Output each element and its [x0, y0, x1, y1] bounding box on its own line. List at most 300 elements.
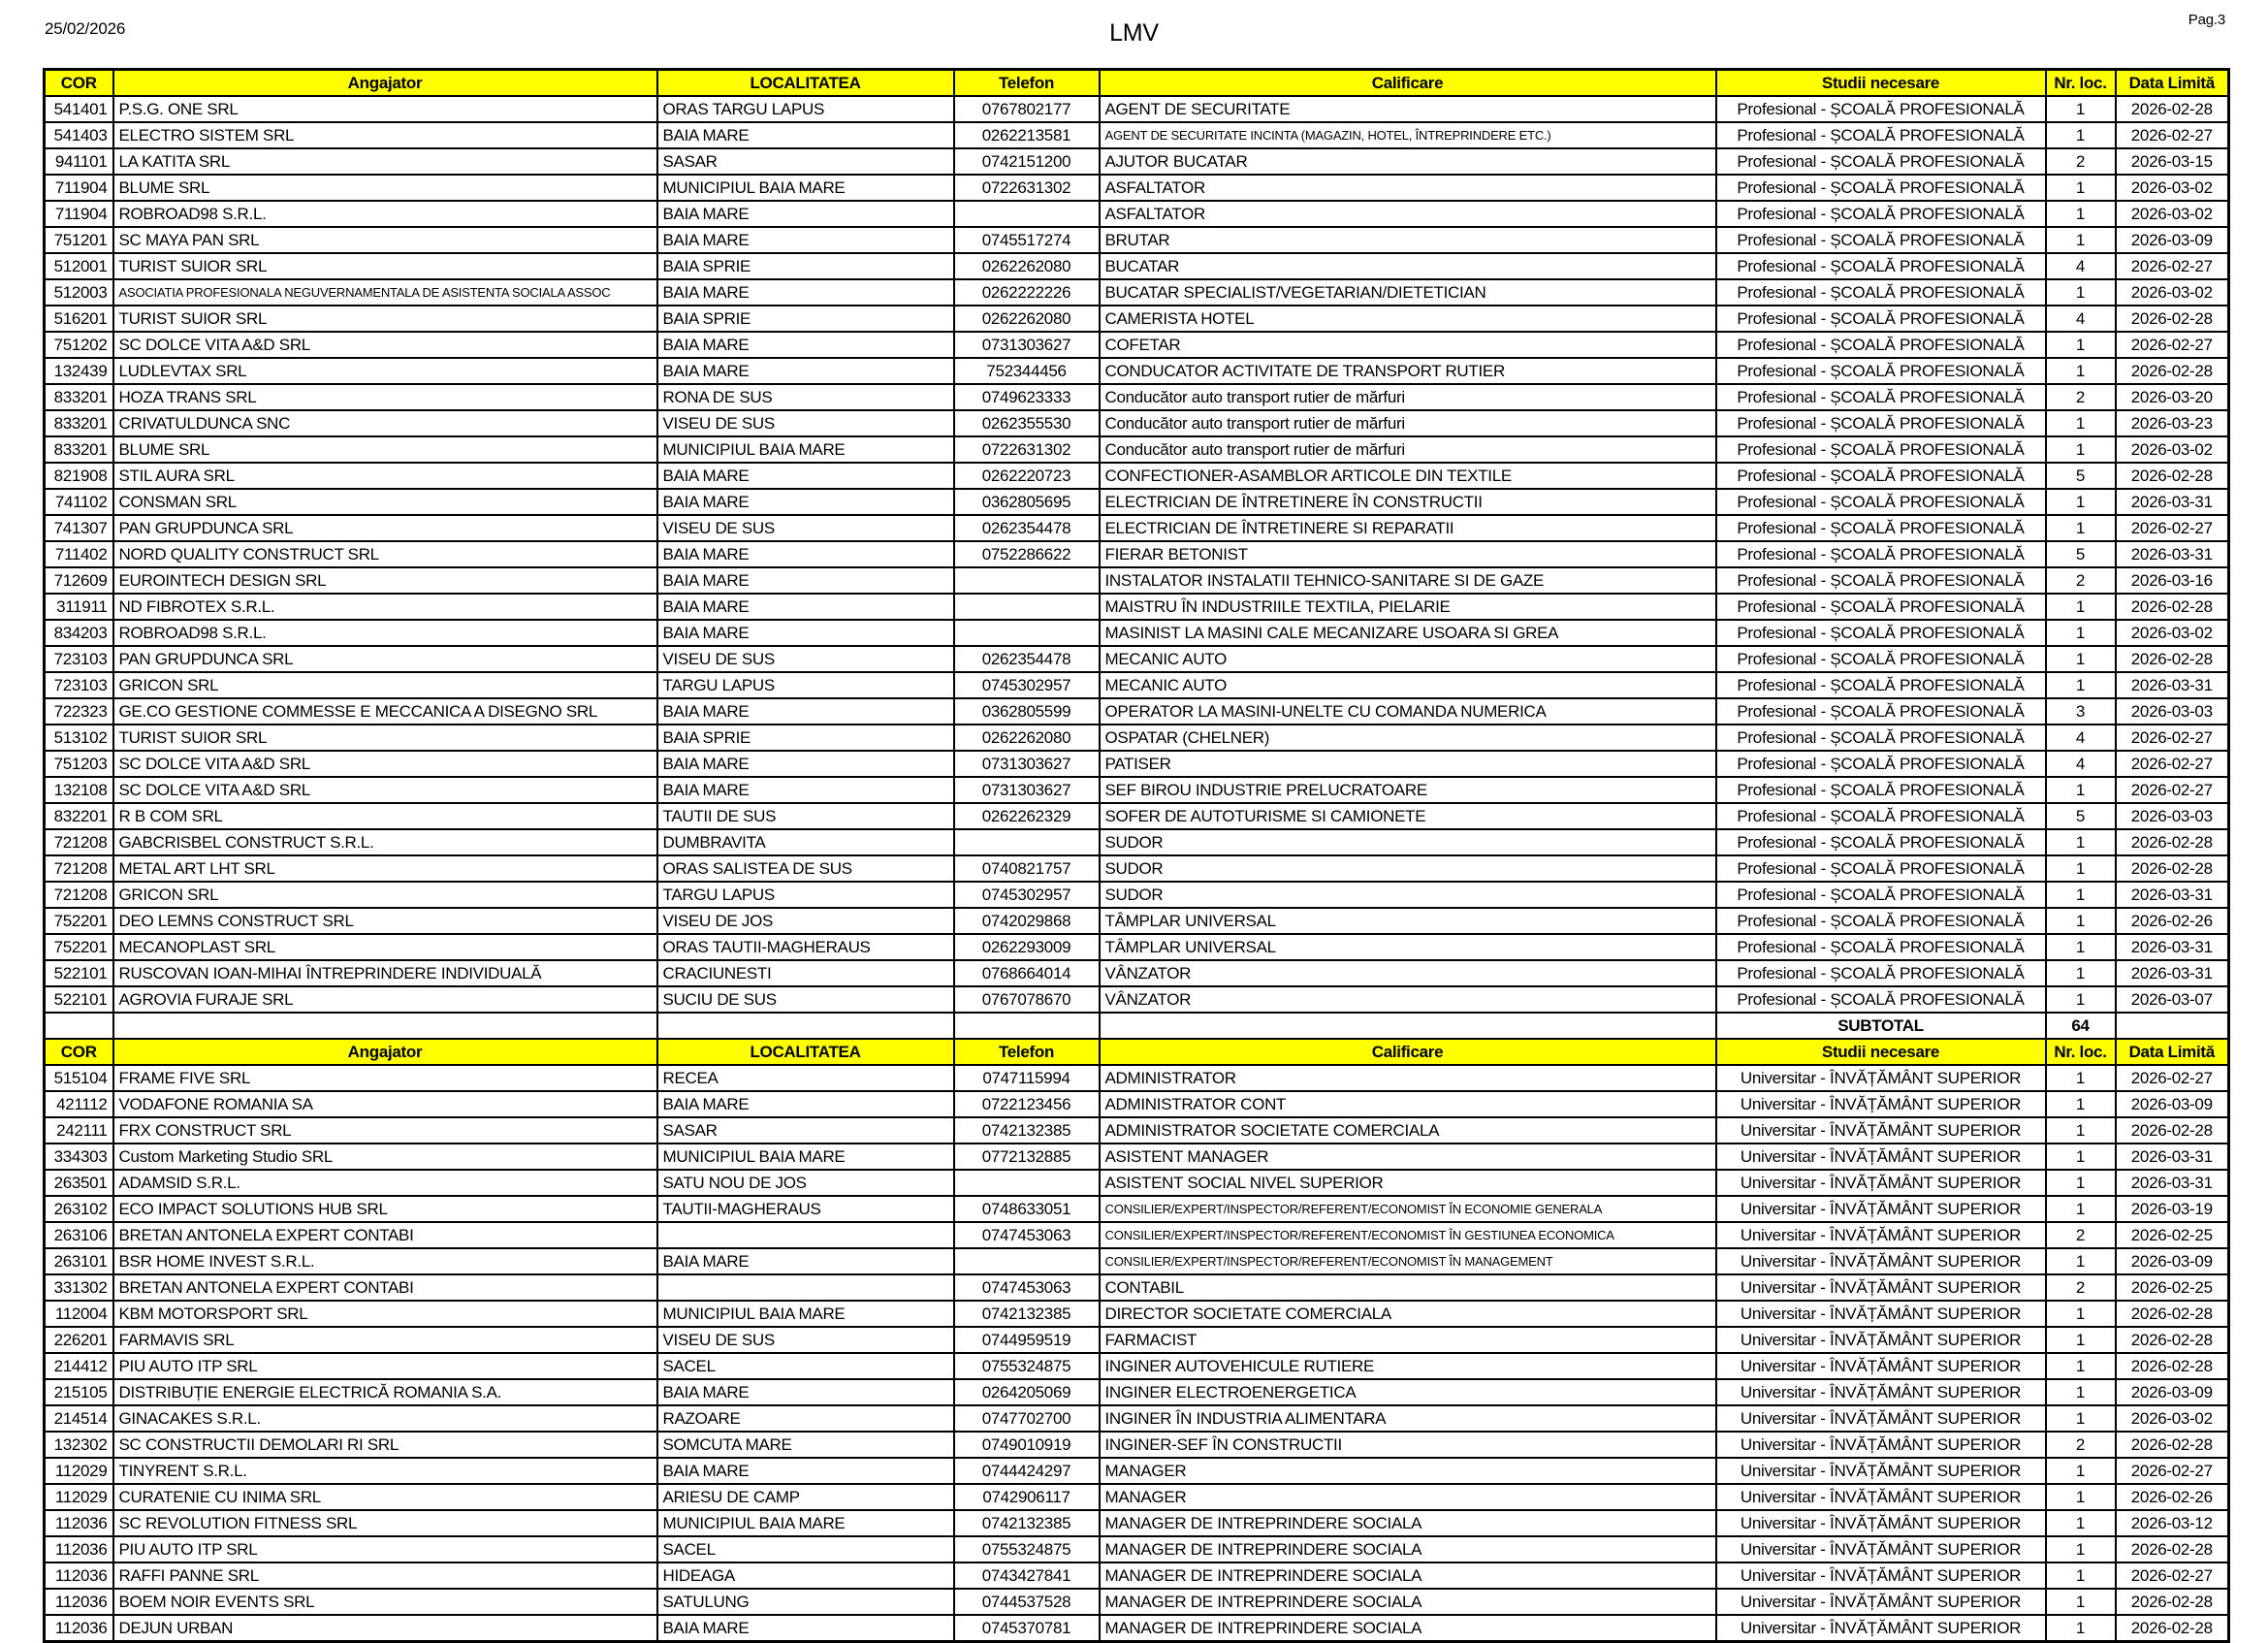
- cell-nr-loc: 1: [2046, 436, 2116, 463]
- cell-angajator: GRICON SRL: [113, 882, 657, 908]
- table-row: [45, 1274, 2229, 1301]
- cell-localitatea: VISEU DE SUS: [657, 1327, 954, 1353]
- cell-localitatea: TAUTII DE SUS: [657, 803, 954, 829]
- cell-telefon: 0772132885: [954, 1144, 1100, 1170]
- cell-calificare: MECANIC AUTO: [1100, 646, 1716, 672]
- cell-studii: Universitar - ÎNVĂȚĂMÂNT SUPERIOR: [1716, 1589, 2046, 1615]
- cell-angajator: Custom Marketing Studio SRL: [113, 1144, 657, 1170]
- cell-calificare: ASISTENT MANAGER: [1100, 1144, 1716, 1170]
- cell-cor: 711904: [45, 201, 113, 227]
- cell-calificare: FARMACIST: [1100, 1327, 1716, 1353]
- cell-cor: 723103: [45, 646, 113, 672]
- cell-nr-loc: 1: [2046, 646, 2116, 672]
- cell-angajator: MECANOPLAST SRL: [113, 934, 657, 960]
- cell-cor: 723103: [45, 672, 113, 698]
- cell-nr-loc: 5: [2046, 463, 2116, 489]
- cell-angajator: TURIST SUIOR SRL: [113, 725, 657, 751]
- table-row: [45, 253, 2229, 279]
- cell-angajator: LA KATITA SRL: [113, 148, 657, 175]
- cell-data-limita: 2026-02-27: [2116, 1562, 2229, 1589]
- cell-localitatea: BAIA MARE: [657, 489, 954, 515]
- cell-studii: Profesional - ȘCOALĂ PROFESIONALĂ: [1716, 358, 2046, 384]
- cell-telefon: 0742029868: [954, 908, 1100, 934]
- cell-angajator: FRX CONSTRUCT SRL: [113, 1117, 657, 1144]
- cell-localitatea: BAIA MARE: [657, 620, 954, 646]
- column-header-telefon: Telefon: [954, 70, 1100, 97]
- cell-telefon: 0362805599: [954, 698, 1100, 725]
- cell-nr-loc: 1: [2046, 332, 2116, 358]
- table-row: [45, 960, 2229, 986]
- cell-studii: Profesional - ȘCOALĂ PROFESIONALĂ: [1716, 567, 2046, 594]
- cell-telefon: 0262262329: [954, 803, 1100, 829]
- cell-cor: 832201: [45, 803, 113, 829]
- cell-angajator: BOEM NOIR EVENTS SRL: [113, 1589, 657, 1615]
- cell-angajator: BRETAN ANTONELA EXPERT CONTABI: [113, 1222, 657, 1248]
- cell-studii: Profesional - ȘCOALĂ PROFESIONALĂ: [1716, 227, 2046, 253]
- table-row: [45, 410, 2229, 436]
- subtotal-empty-cell: [954, 1013, 1100, 1039]
- cell-calificare: ASFALTATOR: [1100, 201, 1716, 227]
- cell-calificare: ASFALTATOR: [1100, 175, 1716, 201]
- cell-angajator: STIL AURA SRL: [113, 463, 657, 489]
- cell-localitatea: RECEA: [657, 1065, 954, 1091]
- cell-angajator: FRAME FIVE SRL: [113, 1065, 657, 1091]
- table-row: [45, 829, 2229, 855]
- table-row: [45, 1615, 2229, 1642]
- cell-localitatea: ORAS SALISTEA DE SUS: [657, 855, 954, 882]
- cell-studii: Profesional - ȘCOALĂ PROFESIONALĂ: [1716, 960, 2046, 986]
- cell-localitatea: SUCIU DE SUS: [657, 986, 954, 1013]
- cell-studii: Universitar - ÎNVĂȚĂMÂNT SUPERIOR: [1716, 1196, 2046, 1222]
- cell-calificare: MANAGER DE INTREPRINDERE SOCIALA: [1100, 1589, 1716, 1615]
- cell-cor: 541401: [45, 96, 113, 122]
- cell-nr-loc: 1: [2046, 934, 2116, 960]
- table-row: [45, 803, 2229, 829]
- cell-studii: Universitar - ÎNVĂȚĂMÂNT SUPERIOR: [1716, 1615, 2046, 1642]
- cell-localitatea: SATU NOU DE JOS: [657, 1170, 954, 1196]
- cell-localitatea: BAIA MARE: [657, 1458, 954, 1484]
- cell-calificare: COFETAR: [1100, 332, 1716, 358]
- column-header-nr-loc: Nr. loc.: [2046, 1039, 2116, 1065]
- subtotal-empty-cell: [2116, 1013, 2229, 1039]
- cell-cor: 112036: [45, 1510, 113, 1536]
- cell-studii: Profesional - ȘCOALĂ PROFESIONALĂ: [1716, 489, 2046, 515]
- cell-calificare: MAISTRU ÎN INDUSTRIILE TEXTILA, PIELARIE: [1100, 594, 1716, 620]
- cell-nr-loc: 1: [2046, 1562, 2116, 1589]
- cell-localitatea: BAIA MARE: [657, 201, 954, 227]
- cell-telefon: 0744959519: [954, 1327, 1100, 1353]
- cell-studii: Universitar - ÎNVĂȚĂMÂNT SUPERIOR: [1716, 1170, 2046, 1196]
- cell-studii: Profesional - ȘCOALĂ PROFESIONALĂ: [1716, 201, 2046, 227]
- table-row: [45, 1144, 2229, 1170]
- cell-cor: 214412: [45, 1353, 113, 1379]
- cell-cor: 512003: [45, 279, 113, 306]
- cell-studii: Universitar - ÎNVĂȚĂMÂNT SUPERIOR: [1716, 1353, 2046, 1379]
- cell-data-limita: 2026-03-09: [2116, 1379, 2229, 1405]
- cell-studii: Profesional - ȘCOALĂ PROFESIONALĂ: [1716, 777, 2046, 803]
- cell-telefon: 0262354478: [954, 646, 1100, 672]
- header-row: [45, 1039, 2229, 1065]
- cell-calificare: CONSILIER/EXPERT/INSPECTOR/REFERENT/ECONOMIST ÎN MANAGEMENT: [1100, 1248, 1716, 1274]
- cell-nr-loc: 1: [2046, 1144, 2116, 1170]
- cell-calificare: MANAGER: [1100, 1484, 1716, 1510]
- cell-calificare: INGINER-SEF ÎN CONSTRUCTII: [1100, 1432, 1716, 1458]
- table-row: [45, 1432, 2229, 1458]
- cell-localitatea: VISEU DE JOS: [657, 908, 954, 934]
- cell-calificare: TÂMPLAR UNIVERSAL: [1100, 908, 1716, 934]
- cell-angajator: AGROVIA FURAJE SRL: [113, 986, 657, 1013]
- cell-localitatea: MUNICIPIUL BAIA MARE: [657, 1144, 954, 1170]
- cell-angajator: FARMAVIS SRL: [113, 1327, 657, 1353]
- cell-data-limita: 2026-02-28: [2116, 1117, 2229, 1144]
- cell-angajator: DISTRIBUȚIE ENERGIE ELECTRICĂ ROMANIA S.A.: [113, 1379, 657, 1405]
- cell-angajator: BLUME SRL: [113, 436, 657, 463]
- cell-cor: 941101: [45, 148, 113, 175]
- cell-studii: Universitar - ÎNVĂȚĂMÂNT SUPERIOR: [1716, 1536, 2046, 1562]
- cell-data-limita: 2026-03-31: [2116, 1144, 2229, 1170]
- cell-nr-loc: 1: [2046, 1458, 2116, 1484]
- cell-localitatea: [657, 1222, 954, 1248]
- cell-localitatea: BAIA MARE: [657, 463, 954, 489]
- cell-localitatea: BAIA MARE: [657, 751, 954, 777]
- table-row: [45, 882, 2229, 908]
- cell-calificare: SUDOR: [1100, 829, 1716, 855]
- cell-data-limita: 2026-03-31: [2116, 934, 2229, 960]
- cell-data-limita: 2026-02-28: [2116, 358, 2229, 384]
- column-header-calificare: Calificare: [1100, 70, 1716, 97]
- table-row: [45, 489, 2229, 515]
- cell-cor: 721208: [45, 855, 113, 882]
- cell-calificare: BRUTAR: [1100, 227, 1716, 253]
- cell-localitatea: BAIA MARE: [657, 1091, 954, 1117]
- cell-nr-loc: 1: [2046, 777, 2116, 803]
- page-title: LMV: [1109, 19, 1159, 47]
- cell-studii: Profesional - ȘCOALĂ PROFESIONALĂ: [1716, 96, 2046, 122]
- cell-data-limita: 2026-02-28: [2116, 1615, 2229, 1642]
- cell-angajator: ROBROAD98 S.R.L.: [113, 620, 657, 646]
- table-row: [45, 1091, 2229, 1117]
- cell-nr-loc: 1: [2046, 279, 2116, 306]
- cell-cor: 214514: [45, 1405, 113, 1432]
- cell-data-limita: 2026-02-28: [2116, 829, 2229, 855]
- cell-studii: Profesional - ȘCOALĂ PROFESIONALĂ: [1716, 620, 2046, 646]
- cell-data-limita: 2026-02-28: [2116, 306, 2229, 332]
- vacancy-table: [43, 68, 2230, 1643]
- cell-localitatea: RONA DE SUS: [657, 384, 954, 410]
- cell-data-limita: 2026-03-31: [2116, 1170, 2229, 1196]
- cell-studii: Universitar - ÎNVĂȚĂMÂNT SUPERIOR: [1716, 1065, 2046, 1091]
- cell-telefon: 0362805695: [954, 489, 1100, 515]
- cell-nr-loc: 2: [2046, 1432, 2116, 1458]
- cell-cor: 112036: [45, 1536, 113, 1562]
- cell-data-limita: 2026-02-26: [2116, 908, 2229, 934]
- cell-data-limita: 2026-02-28: [2116, 96, 2229, 122]
- cell-cor: 112036: [45, 1589, 113, 1615]
- cell-calificare: MANAGER DE INTREPRINDERE SOCIALA: [1100, 1510, 1716, 1536]
- cell-cor: 215105: [45, 1379, 113, 1405]
- cell-angajator: BRETAN ANTONELA EXPERT CONTABI: [113, 1274, 657, 1301]
- cell-cor: 112029: [45, 1458, 113, 1484]
- column-header-calificare: Calificare: [1100, 1039, 1716, 1065]
- cell-cor: 721208: [45, 882, 113, 908]
- cell-calificare: MANAGER DE INTREPRINDERE SOCIALA: [1100, 1536, 1716, 1562]
- cell-telefon: 0742132385: [954, 1510, 1100, 1536]
- cell-cor: 522101: [45, 986, 113, 1013]
- cell-localitatea: BAIA MARE: [657, 122, 954, 148]
- column-header-angajator: Angajator: [113, 1039, 657, 1065]
- table-row: [45, 1117, 2229, 1144]
- cell-angajator: SC CONSTRUCTII DEMOLARI RI SRL: [113, 1432, 657, 1458]
- cell-localitatea: MUNICIPIUL BAIA MARE: [657, 436, 954, 463]
- table-row: [45, 1458, 2229, 1484]
- table-row: [45, 1510, 2229, 1536]
- cell-data-limita: 2026-02-28: [2116, 463, 2229, 489]
- table-row: [45, 567, 2229, 594]
- cell-nr-loc: 1: [2046, 1248, 2116, 1274]
- cell-cor: 751203: [45, 751, 113, 777]
- cell-data-limita: 2026-02-28: [2116, 1589, 2229, 1615]
- cell-localitatea: MUNICIPIUL BAIA MARE: [657, 1301, 954, 1327]
- cell-telefon: 0742132385: [954, 1117, 1100, 1144]
- subtotal-row: [45, 1013, 2229, 1039]
- cell-calificare: MASINIST LA MASINI CALE MECANIZARE USOARA SI GREA: [1100, 620, 1716, 646]
- cell-cor: 512001: [45, 253, 113, 279]
- cell-nr-loc: 2: [2046, 1274, 2116, 1301]
- subtotal-empty-cell: [657, 1013, 954, 1039]
- cell-telefon: 0262213581: [954, 122, 1100, 148]
- table-row: [45, 279, 2229, 306]
- cell-studii: Universitar - ÎNVĂȚĂMÂNT SUPERIOR: [1716, 1274, 2046, 1301]
- cell-nr-loc: 1: [2046, 594, 2116, 620]
- cell-nr-loc: 1: [2046, 1170, 2116, 1196]
- cell-telefon: 0748633051: [954, 1196, 1100, 1222]
- cell-data-limita: 2026-02-27: [2116, 1065, 2229, 1091]
- cell-calificare: ASISTENT SOCIAL NIVEL SUPERIOR: [1100, 1170, 1716, 1196]
- cell-telefon: [954, 620, 1100, 646]
- cell-nr-loc: 5: [2046, 803, 2116, 829]
- table-row: [45, 96, 2229, 122]
- cell-telefon: 0768664014: [954, 960, 1100, 986]
- cell-telefon: 0749623333: [954, 384, 1100, 410]
- column-header-data-limita: Data Limită: [2116, 70, 2229, 97]
- cell-data-limita: 2026-02-28: [2116, 1327, 2229, 1353]
- cell-calificare: BUCATAR: [1100, 253, 1716, 279]
- cell-studii: Profesional - ȘCOALĂ PROFESIONALĂ: [1716, 541, 2046, 567]
- cell-angajator: ECO IMPACT SOLUTIONS HUB SRL: [113, 1196, 657, 1222]
- cell-telefon: [954, 567, 1100, 594]
- cell-data-limita: 2026-03-03: [2116, 803, 2229, 829]
- cell-data-limita: 2026-02-27: [2116, 515, 2229, 541]
- cell-angajator: EUROINTECH DESIGN SRL: [113, 567, 657, 594]
- cell-calificare: VÂNZATOR: [1100, 960, 1716, 986]
- table-row: [45, 934, 2229, 960]
- cell-data-limita: 2026-03-15: [2116, 148, 2229, 175]
- cell-nr-loc: 1: [2046, 960, 2116, 986]
- cell-nr-loc: 1: [2046, 1353, 2116, 1379]
- cell-nr-loc: 1: [2046, 515, 2116, 541]
- cell-cor: 752201: [45, 934, 113, 960]
- cell-calificare: CONDUCATOR ACTIVITATE DE TRANSPORT RUTIER: [1100, 358, 1716, 384]
- cell-nr-loc: 5: [2046, 541, 2116, 567]
- cell-angajator: PIU AUTO ITP SRL: [113, 1353, 657, 1379]
- table-row: [45, 908, 2229, 934]
- cell-angajator: VODAFONE ROMANIA SA: [113, 1091, 657, 1117]
- cell-cor: 752201: [45, 908, 113, 934]
- cell-calificare: DIRECTOR SOCIETATE COMERCIALA: [1100, 1301, 1716, 1327]
- cell-localitatea: CRACIUNESTI: [657, 960, 954, 986]
- subtotal-empty-cell: [113, 1013, 657, 1039]
- cell-telefon: 752344456: [954, 358, 1100, 384]
- cell-data-limita: 2026-03-16: [2116, 567, 2229, 594]
- cell-cor: 334303: [45, 1144, 113, 1170]
- cell-studii: Profesional - ȘCOALĂ PROFESIONALĂ: [1716, 934, 2046, 960]
- column-header-localitatea: LOCALITATEA: [657, 1039, 954, 1065]
- cell-cor: 132108: [45, 777, 113, 803]
- table-row: [45, 725, 2229, 751]
- cell-nr-loc: 1: [2046, 1379, 2116, 1405]
- cell-data-limita: 2026-02-27: [2116, 253, 2229, 279]
- cell-calificare: INGINER AUTOVEHICULE RUTIERE: [1100, 1353, 1716, 1379]
- cell-nr-loc: 2: [2046, 148, 2116, 175]
- document-date: 25/02/2026: [45, 19, 126, 38]
- cell-data-limita: 2026-03-31: [2116, 541, 2229, 567]
- table-row: [45, 148, 2229, 175]
- cell-data-limita: 2026-03-19: [2116, 1196, 2229, 1222]
- cell-localitatea: TARGU LAPUS: [657, 882, 954, 908]
- cell-telefon: [954, 594, 1100, 620]
- cell-localitatea: VISEU DE SUS: [657, 646, 954, 672]
- cell-telefon: 0745370781: [954, 1615, 1100, 1642]
- cell-telefon: 0742906117: [954, 1484, 1100, 1510]
- cell-data-limita: 2026-03-02: [2116, 201, 2229, 227]
- cell-nr-loc: 1: [2046, 227, 2116, 253]
- cell-data-limita: 2026-02-27: [2116, 777, 2229, 803]
- cell-data-limita: 2026-03-02: [2116, 436, 2229, 463]
- cell-telefon: 0262222226: [954, 279, 1100, 306]
- cell-nr-loc: 1: [2046, 1589, 2116, 1615]
- cell-cor: 821908: [45, 463, 113, 489]
- cell-calificare: MANAGER: [1100, 1458, 1716, 1484]
- cell-angajator: SC DOLCE VITA A&D SRL: [113, 332, 657, 358]
- cell-calificare: MANAGER DE INTREPRINDERE SOCIALA: [1100, 1615, 1716, 1642]
- cell-nr-loc: 2: [2046, 1222, 2116, 1248]
- table-row: [45, 463, 2229, 489]
- cell-telefon: 0722631302: [954, 436, 1100, 463]
- cell-localitatea: BAIA MARE: [657, 594, 954, 620]
- cell-angajator: SC MAYA PAN SRL: [113, 227, 657, 253]
- table-row: [45, 122, 2229, 148]
- cell-data-limita: 2026-03-31: [2116, 882, 2229, 908]
- cell-localitatea: [657, 1274, 954, 1301]
- table-row: [45, 1065, 2229, 1091]
- cell-localitatea: BAIA MARE: [657, 777, 954, 803]
- cell-data-limita: 2026-02-27: [2116, 751, 2229, 777]
- cell-calificare: ELECTRICIAN DE ÎNTRETINERE SI REPARATII: [1100, 515, 1716, 541]
- cell-studii: Universitar - ÎNVĂȚĂMÂNT SUPERIOR: [1716, 1379, 2046, 1405]
- cell-data-limita: 2026-03-12: [2116, 1510, 2229, 1536]
- cell-cor: 263501: [45, 1170, 113, 1196]
- cell-studii: Universitar - ÎNVĂȚĂMÂNT SUPERIOR: [1716, 1301, 2046, 1327]
- cell-angajator: GINACAKES S.R.L.: [113, 1405, 657, 1432]
- cell-angajator: GRICON SRL: [113, 672, 657, 698]
- cell-studii: Profesional - ȘCOALĂ PROFESIONALĂ: [1716, 175, 2046, 201]
- cell-localitatea: BAIA MARE: [657, 227, 954, 253]
- cell-studii: Universitar - ÎNVĂȚĂMÂNT SUPERIOR: [1716, 1117, 2046, 1144]
- cell-cor: 132439: [45, 358, 113, 384]
- cell-angajator: RAFFI PANNE SRL: [113, 1562, 657, 1589]
- cell-cor: 541403: [45, 122, 113, 148]
- cell-data-limita: 2026-02-28: [2116, 1432, 2229, 1458]
- cell-studii: Universitar - ÎNVĂȚĂMÂNT SUPERIOR: [1716, 1222, 2046, 1248]
- column-header-localitatea: LOCALITATEA: [657, 70, 954, 97]
- cell-calificare: AJUTOR BUCATAR: [1100, 148, 1716, 175]
- table-row: [45, 986, 2229, 1013]
- cell-data-limita: 2026-03-20: [2116, 384, 2229, 410]
- cell-angajator: DEO LEMNS CONSTRUCT SRL: [113, 908, 657, 934]
- cell-telefon: 0262220723: [954, 463, 1100, 489]
- cell-telefon: 0745517274: [954, 227, 1100, 253]
- cell-cor: 522101: [45, 960, 113, 986]
- cell-telefon: 0749010919: [954, 1432, 1100, 1458]
- cell-cor: 242111: [45, 1117, 113, 1144]
- cell-studii: Universitar - ÎNVĂȚĂMÂNT SUPERIOR: [1716, 1091, 2046, 1117]
- cell-nr-loc: 1: [2046, 672, 2116, 698]
- cell-studii: Profesional - ȘCOALĂ PROFESIONALĂ: [1716, 855, 2046, 882]
- cell-nr-loc: 1: [2046, 1405, 2116, 1432]
- cell-localitatea: MUNICIPIUL BAIA MARE: [657, 175, 954, 201]
- cell-nr-loc: 1: [2046, 1484, 2116, 1510]
- cell-angajator: ROBROAD98 S.R.L.: [113, 201, 657, 227]
- cell-cor: 263101: [45, 1248, 113, 1274]
- cell-cor: 741102: [45, 489, 113, 515]
- cell-telefon: 0262262080: [954, 253, 1100, 279]
- cell-calificare: CONSILIER/EXPERT/INSPECTOR/REFERENT/ECONOMIST ÎN GESTIUNEA ECONOMICA: [1100, 1222, 1716, 1248]
- cell-calificare: FIERAR BETONIST: [1100, 541, 1716, 567]
- cell-calificare: SUDOR: [1100, 882, 1716, 908]
- cell-data-limita: 2026-03-03: [2116, 698, 2229, 725]
- table-row: [45, 698, 2229, 725]
- cell-data-limita: 2026-03-09: [2116, 1091, 2229, 1117]
- cell-calificare: INSTALATOR INSTALATII TEHNICO-SANITARE SI DE GAZE: [1100, 567, 1716, 594]
- cell-angajator: DEJUN URBAN: [113, 1615, 657, 1642]
- cell-cor: 331302: [45, 1274, 113, 1301]
- cell-calificare: SUDOR: [1100, 855, 1716, 882]
- cell-telefon: [954, 829, 1100, 855]
- cell-nr-loc: 1: [2046, 1536, 2116, 1562]
- cell-calificare: VÂNZATOR: [1100, 986, 1716, 1013]
- cell-telefon: 0262262080: [954, 725, 1100, 751]
- cell-nr-loc: 1: [2046, 986, 2116, 1013]
- table-row: [45, 1536, 2229, 1562]
- cell-nr-loc: 1: [2046, 1091, 2116, 1117]
- cell-cor: 263106: [45, 1222, 113, 1248]
- cell-angajator: CURATENIE CU INIMA SRL: [113, 1484, 657, 1510]
- cell-nr-loc: 2: [2046, 384, 2116, 410]
- cell-cor: 263102: [45, 1196, 113, 1222]
- cell-angajator: BSR HOME INVEST S.R.L.: [113, 1248, 657, 1274]
- cell-localitatea: TARGU LAPUS: [657, 672, 954, 698]
- table-row: [45, 436, 2229, 463]
- cell-nr-loc: 4: [2046, 306, 2116, 332]
- table-row: [45, 332, 2229, 358]
- cell-calificare: INGINER ÎN INDUSTRIA ALIMENTARA: [1100, 1405, 1716, 1432]
- table-row: [45, 855, 2229, 882]
- table-row: [45, 1353, 2229, 1379]
- cell-nr-loc: 4: [2046, 725, 2116, 751]
- cell-studii: Profesional - ȘCOALĂ PROFESIONALĂ: [1716, 410, 2046, 436]
- cell-data-limita: 2026-03-09: [2116, 227, 2229, 253]
- table-row: [45, 175, 2229, 201]
